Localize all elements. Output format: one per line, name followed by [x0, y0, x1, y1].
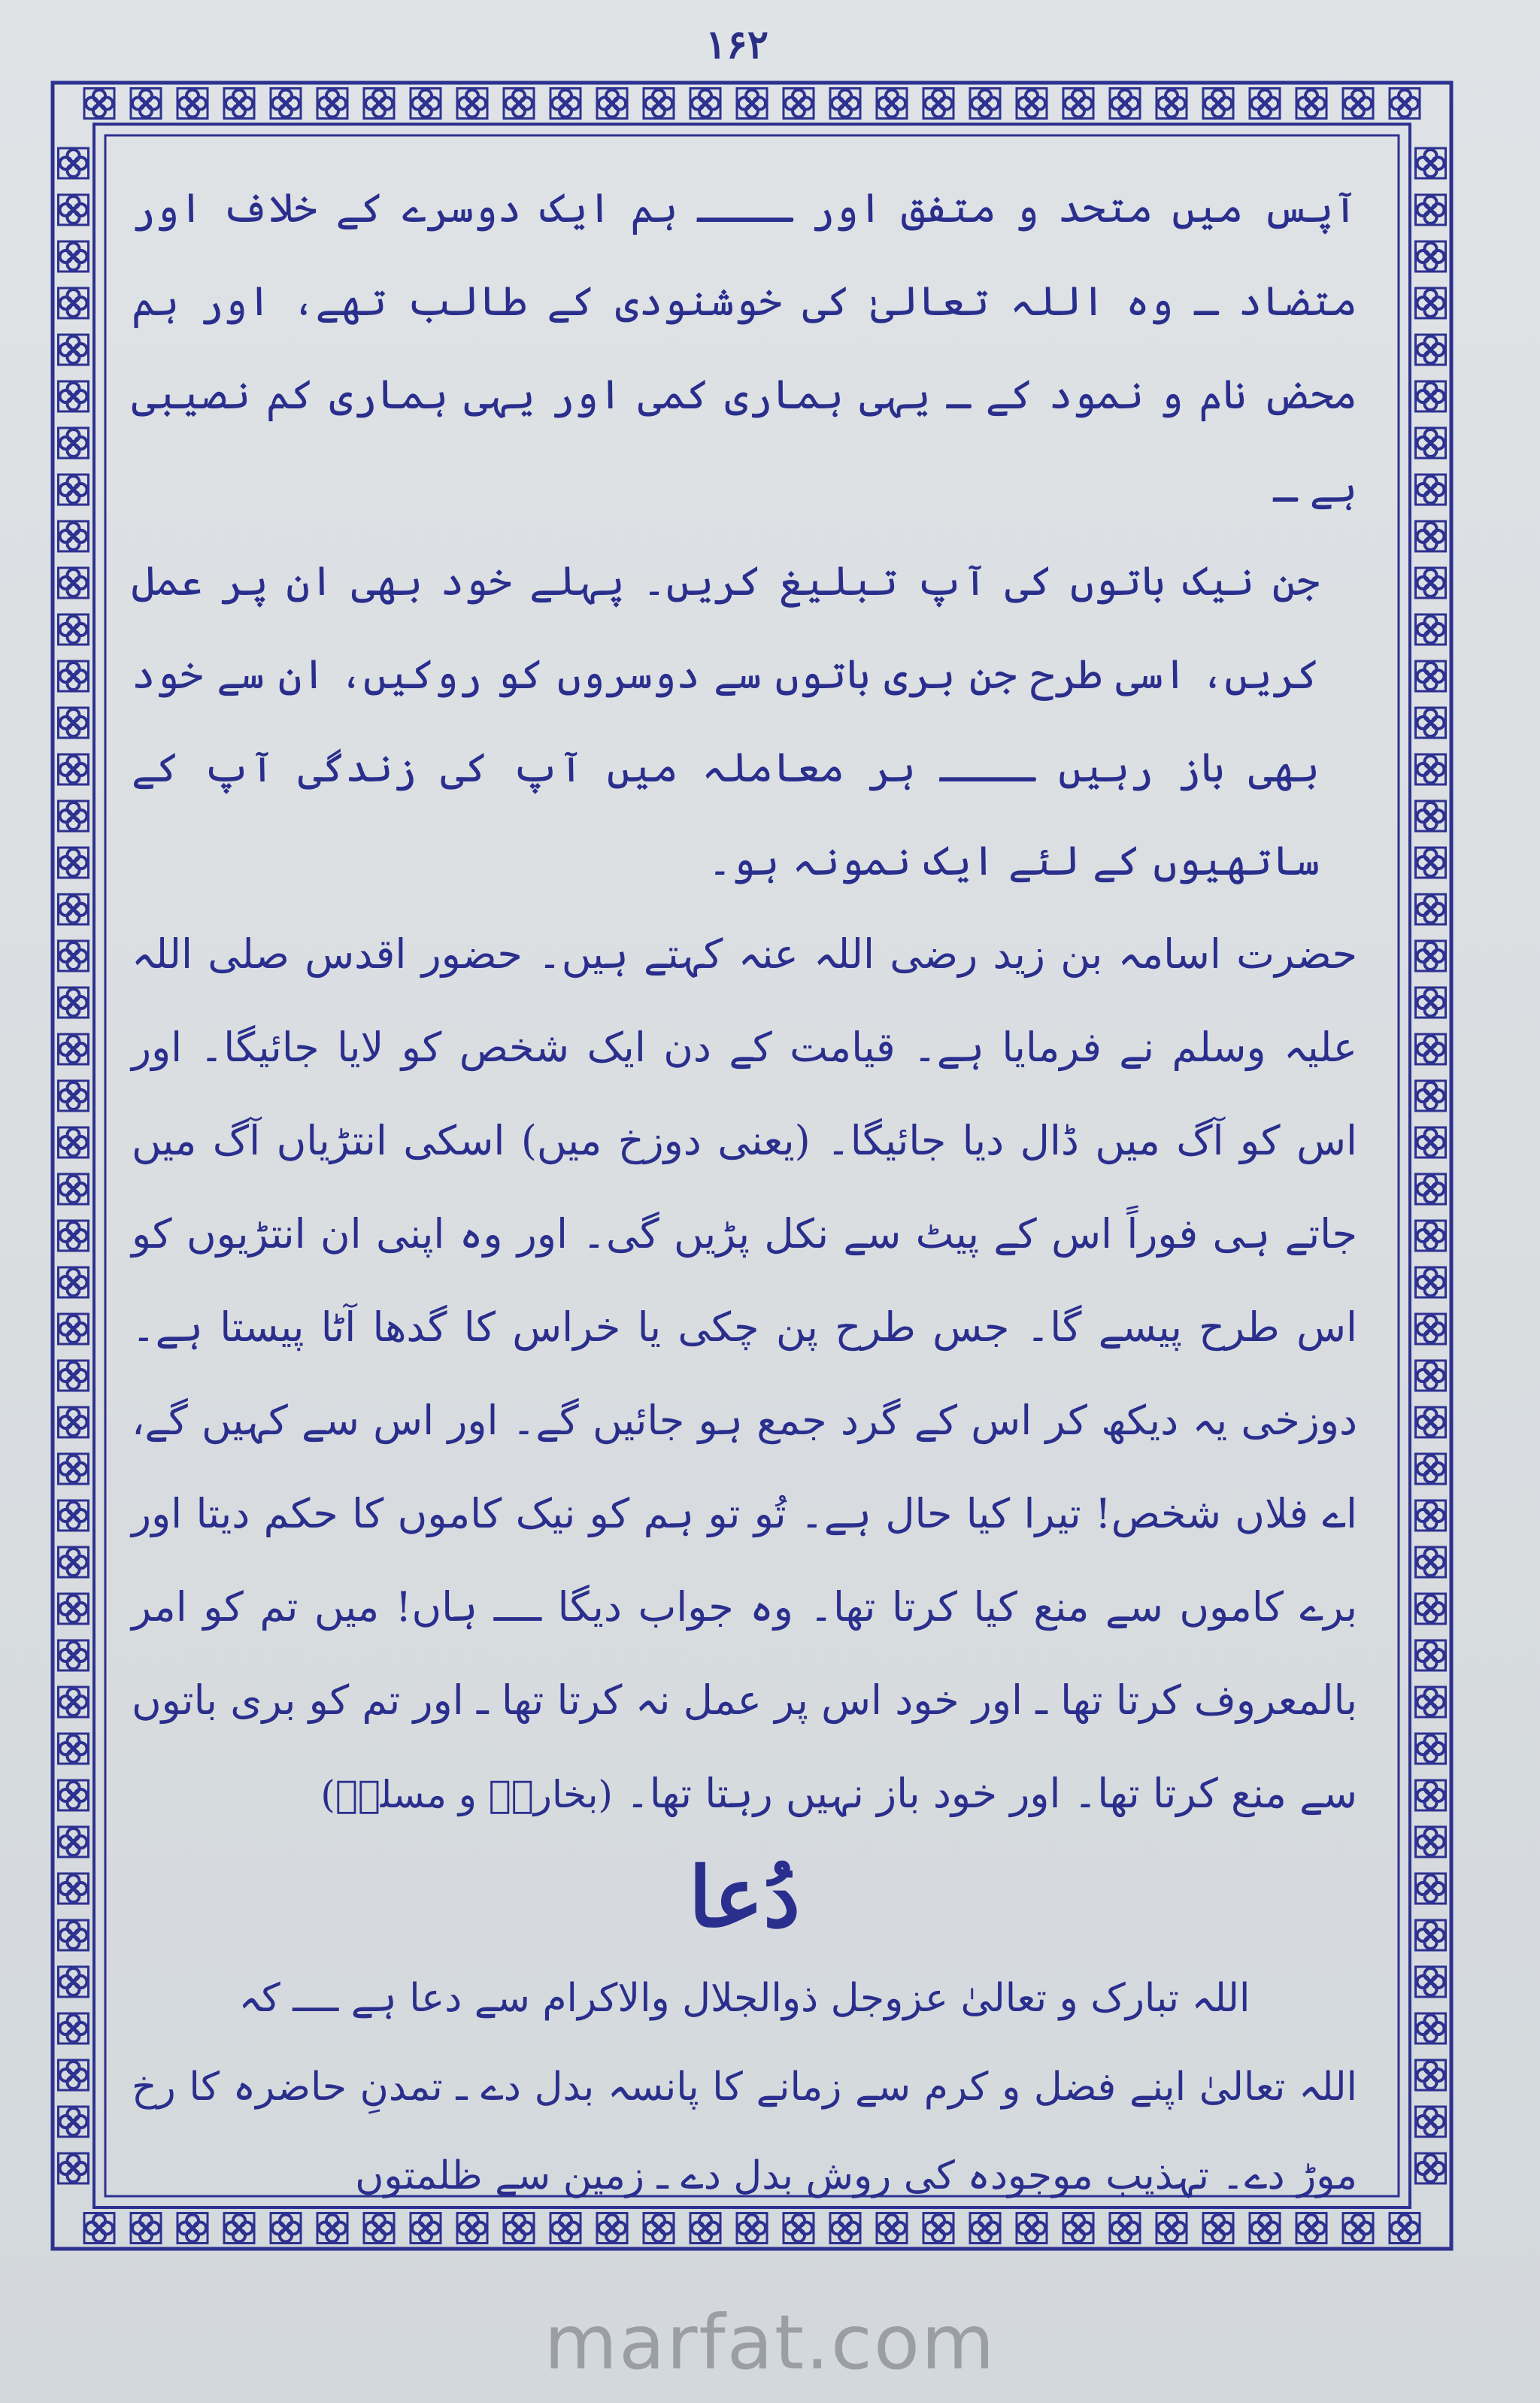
border-motif — [1416, 801, 1446, 831]
border-motif — [59, 195, 89, 225]
border-motif — [1416, 614, 1446, 645]
paragraph-3 — [132, 908, 1357, 1841]
border-motif — [59, 288, 89, 318]
border-motif — [1416, 941, 1446, 971]
border-motif — [1110, 89, 1140, 119]
border-motif — [59, 568, 89, 598]
border-motif — [644, 89, 674, 119]
border-motif — [84, 89, 114, 119]
border-motif — [411, 89, 441, 119]
border-motif — [830, 89, 860, 119]
border-motif — [59, 381, 89, 411]
border-motif — [1416, 521, 1446, 551]
border-motif — [177, 89, 208, 119]
paragraph-1: آپس میں متحد و متفق اور ــــ ہم ایک دوسرے کے خلاف اور متضاد ـ وہ اللہ تعالیٰ کی خوشنودی کے طالب تھے، اور ہم محض نام و نمود کے ـ یہی ہماری کمی اور یہی ہماری کم نصیبی ہے ـ — [132, 184, 1357, 511]
dua-line-1: اللہ تبارک و تعالیٰ عزوجل ذوالجلال والاکرام سے دعا ہے ــــ کہ — [238, 1976, 1250, 2021]
border-motif — [1416, 2013, 1446, 2043]
border-motif — [131, 89, 161, 119]
border-motif — [1416, 241, 1446, 272]
border-motif — [271, 89, 301, 119]
border-motif — [59, 1780, 89, 1810]
border-motif — [59, 1920, 89, 1950]
border-motif — [1416, 1034, 1446, 1064]
border-motif — [59, 2060, 89, 2090]
border-motif — [59, 1174, 89, 1204]
border-motif — [59, 2013, 89, 2043]
border-motif — [1416, 1874, 1446, 1904]
hadith-text: حضرت اسامہ بن زید رضی اللہ عنہ کہتے ہیں۔ حضور اقدس صلی اللہ علیہ وسلم نے فرمایا ہے۔ قیامت کے دن ایک شخص کو لایا جائیگا۔ اور اس کو آگ میں ڈال دیا جائیگا۔ (یعنی دوزخ میں) اسکی انتڑیاں آگ میں جاتے ہی فوراً اس کے پیٹ سے نکل پڑیں گی۔ اور وہ اپنی ان انتڑیوں کو اس طرح پیسے گا۔ جس طرح پن چکی یا خراس کا گدھا آٹا پیستا ہے۔ دوزخی یہ دیکھ کر اس کے گرد جمع ہو جائیں گے۔ اور اس سے کہیں گے، اے فلاں شخص! تیرا کیا حال ہے۔ تُو تو ہم کو نیک کاموں کا حکم دیتا اور برے کاموں سے منع کیا کرتا تھا۔ وہ جواب دیگا ــــ ہاں! میں تم کو امر بالمعروف کرتا تھا ـ اور خود اس پر عمل نہ کرتا تھا ـ اور تم کو بری باتوں سے منع کرتا تھا۔ اور خود باز نہیں رہتا تھا۔ — [132, 930, 1357, 1817]
border-motif — [1416, 1361, 1446, 1391]
border-motif — [1416, 1920, 1446, 1950]
border-motif — [59, 894, 89, 924]
border-motif — [59, 521, 89, 551]
border-motif — [1416, 1967, 1446, 1997]
border-motif — [1416, 475, 1446, 505]
border-motif — [1157, 89, 1187, 119]
border-motif — [59, 1221, 89, 1251]
paragraph-2: جن نیک باتوں کی آپ تبلیغ کریں۔ پہلے خود بھی ان پر عمل کریں، اسی طرح جن بری باتوں سے دوسروں کو روکیں، ان سے خود بھی باز رہیں ــــ ہر معاملہ میں آپ کی زندگی آپ کے ساتھیوں کے لئے ایک نمونہ ہو۔ — [132, 557, 1320, 884]
border-motif — [59, 1127, 89, 1158]
border-motif — [59, 1734, 89, 1764]
border-motif — [59, 1361, 89, 1391]
border-motif — [59, 148, 89, 178]
border-motif — [1296, 89, 1326, 119]
border-motif — [1250, 89, 1280, 119]
border-motif — [1416, 754, 1446, 784]
citation: (بخاریؒ و مسلمؒ) — [320, 1773, 613, 1816]
border-motif — [1203, 89, 1233, 119]
border-motif — [59, 241, 89, 272]
page-number: ۱۶۲ — [705, 22, 768, 68]
border-motif — [59, 614, 89, 645]
border-motif — [59, 1874, 89, 1904]
border-motif — [1063, 89, 1093, 119]
border-motif — [1416, 381, 1446, 411]
border-motif — [59, 1967, 89, 1997]
border-motif — [317, 89, 347, 119]
border-motif — [1416, 1127, 1446, 1158]
border-motif — [1416, 1687, 1446, 1717]
border-motif — [364, 89, 394, 119]
border-motif — [59, 754, 89, 784]
border-motif — [59, 1081, 89, 1111]
border-motif — [970, 89, 1000, 119]
border-motif — [1416, 1780, 1446, 1810]
border-motif — [59, 1594, 89, 1624]
border-motif — [1416, 1174, 1446, 1204]
border-motif — [59, 1687, 89, 1717]
border-motif — [59, 988, 89, 1018]
border-motif — [1416, 2060, 1446, 2090]
border-motif — [504, 89, 534, 119]
border-motif — [1390, 89, 1420, 119]
border-motif — [1416, 661, 1446, 691]
border-motif — [877, 89, 907, 119]
border-motif — [1416, 894, 1446, 924]
border-motif — [1416, 148, 1446, 178]
border-motif — [1416, 568, 1446, 598]
border-motif — [1416, 848, 1446, 878]
border-motif — [1416, 195, 1446, 225]
border-motif — [59, 848, 89, 878]
border-motif — [1416, 1594, 1446, 1624]
border-motif — [690, 89, 720, 119]
border-motif — [1017, 89, 1047, 119]
border-motif — [457, 89, 487, 119]
border-motif — [1416, 2153, 1446, 2183]
border-motif — [1416, 1221, 1446, 1251]
border-motif — [1416, 1734, 1446, 1764]
watermark: marfat.com — [544, 2298, 996, 2386]
border-motif — [1416, 1454, 1446, 1484]
border-motif — [1416, 1640, 1446, 1670]
border-motif — [59, 1034, 89, 1064]
border-motif — [1416, 708, 1446, 738]
border-motif — [59, 1827, 89, 1857]
border-motif — [59, 428, 89, 458]
border-motif — [1343, 89, 1373, 119]
border-motif — [1416, 288, 1446, 318]
border-motif — [224, 89, 254, 119]
border-motif — [59, 801, 89, 831]
border-motif — [59, 335, 89, 365]
border-motif — [59, 941, 89, 971]
border-motif — [84, 2213, 114, 2244]
border-motif — [784, 89, 814, 119]
dua-heading: دُعا — [688, 1849, 801, 1946]
border-motif — [1416, 1081, 1446, 1111]
border-motif — [1416, 335, 1446, 365]
border-motif — [1416, 1547, 1446, 1577]
border-motif — [1416, 1314, 1446, 1344]
border-motif — [1416, 428, 1446, 458]
border-motif — [59, 1267, 89, 1297]
dua-line-2: اللہ تعالیٰ اپنے فضل و کرم سے زمانے کا پانسہ بدل دے ـ تمدنِ حاضرہ کا رخ موڑ دے۔ تہذیب موجودہ کی روش بدل دے ـ زمین سے ظلمتوں — [132, 2065, 1357, 2198]
border-motif — [1416, 1827, 1446, 1857]
border-motif — [1416, 1407, 1446, 1437]
border-motif — [59, 1407, 89, 1437]
border-motif — [59, 1640, 89, 1670]
border-motif — [59, 1454, 89, 1484]
border-motif — [59, 1500, 89, 1531]
border-motif — [59, 1547, 89, 1577]
border-motif — [1416, 1500, 1446, 1531]
border-motif — [59, 1314, 89, 1344]
border-motif — [59, 475, 89, 505]
border-motif — [597, 89, 627, 119]
border-motif — [59, 661, 89, 691]
page-text — [132, 162, 1357, 2198]
border-motif — [923, 89, 953, 119]
border-motif — [1416, 988, 1446, 1018]
border-motif — [59, 708, 89, 738]
border-motif — [550, 89, 581, 119]
border-motif — [1416, 2107, 1446, 2137]
border-motif — [737, 89, 767, 119]
border-motif — [59, 2107, 89, 2137]
border-motif — [1416, 1267, 1446, 1297]
border-motif — [1390, 2213, 1420, 2244]
border-motif — [59, 2153, 89, 2183]
